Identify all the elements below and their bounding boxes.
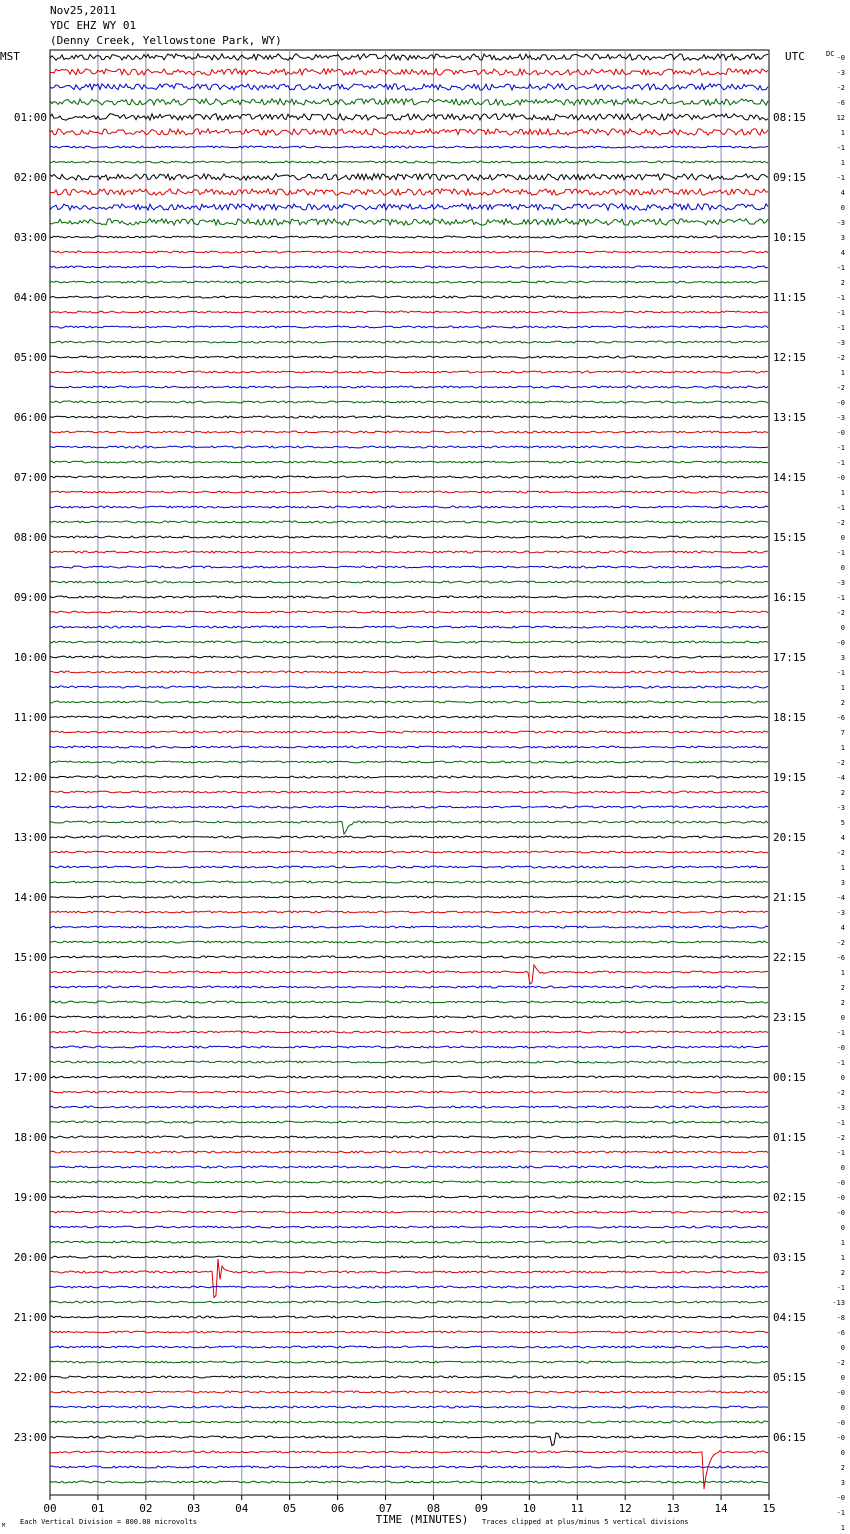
dc-offset-value: -1 <box>836 444 845 452</box>
seismic-trace <box>50 341 768 343</box>
mst-hour-label: 23:00 <box>13 1431 47 1444</box>
dc-offset-value: -6 <box>836 954 845 962</box>
dc-offset-value: 0 <box>840 1164 845 1172</box>
dc-offset-value: -1 <box>836 264 845 272</box>
x-tick-label: 12 <box>618 1502 632 1515</box>
utc-hour-label: 01:15 <box>773 1131 807 1144</box>
vertical-division-note: Each Vertical Division = 800.00 microvolts <box>20 1518 198 1526</box>
utc-hour-label: 08:15 <box>773 111 807 124</box>
seismic-trace <box>50 1181 768 1183</box>
dc-offset-value: -6 <box>836 1329 845 1337</box>
dc-offset-value: 7 <box>840 729 845 737</box>
seismic-trace <box>50 491 768 493</box>
seismic-trace <box>50 746 768 748</box>
seismic-trace <box>50 566 768 568</box>
x-tick-label: 07 <box>378 1502 393 1515</box>
dc-offset-value: -1 <box>836 1029 845 1037</box>
x-tick-label: 02 <box>139 1502 153 1515</box>
utc-hour-label: 14:15 <box>773 471 807 484</box>
seismic-trace <box>50 114 768 120</box>
chart-date: Nov25,2011 <box>50 4 117 17</box>
dc-offset-value: 1 <box>840 489 845 497</box>
dc-offset-value: -2 <box>836 1134 845 1142</box>
right-timezone-label: UTC <box>785 50 805 63</box>
seismic-trace <box>50 1316 768 1318</box>
corner-mark: M <box>2 1523 6 1529</box>
mst-hour-label: 11:00 <box>13 711 47 724</box>
seismic-trace <box>50 866 768 868</box>
dc-offset-value: 4 <box>840 249 845 257</box>
utc-hour-label: 04:15 <box>773 1311 807 1324</box>
seismic-trace <box>50 701 768 703</box>
mst-hour-label: 19:00 <box>13 1191 47 1204</box>
seismic-trace <box>50 1226 768 1228</box>
dc-offset-value: 0 <box>840 624 845 632</box>
seismic-trace <box>50 1331 768 1333</box>
dc-offset-value: 3 <box>840 879 845 887</box>
utc-hour-label: 18:15 <box>773 711 807 724</box>
seismic-trace <box>50 266 768 268</box>
utc-hour-label: 00:15 <box>773 1071 807 1084</box>
x-tick-label: 13 <box>666 1502 680 1515</box>
dc-offset-value: -0 <box>836 429 845 437</box>
utc-hour-label: 02:15 <box>773 1191 807 1204</box>
dc-offset-value: 1 <box>840 1239 845 1247</box>
seismic-trace <box>50 311 768 313</box>
seismic-trace <box>50 965 768 984</box>
utc-hour-label: 21:15 <box>773 891 807 904</box>
seismic-trace <box>50 716 768 718</box>
mst-hour-label: 14:00 <box>13 891 47 904</box>
utc-hour-label: 17:15 <box>773 651 807 664</box>
mst-hour-label: 13:00 <box>13 831 47 844</box>
seismic-trace <box>50 146 768 148</box>
seismic-trace <box>50 446 768 448</box>
dc-offset-value: -2 <box>836 939 845 947</box>
dc-offset-value: -4 <box>836 894 845 902</box>
mst-hour-label: 12:00 <box>13 771 47 784</box>
seismic-trace <box>50 521 768 523</box>
dc-offset-value: -2 <box>836 609 845 617</box>
seismic-trace <box>50 99 768 105</box>
seismic-trace <box>50 219 768 225</box>
dc-offset-value: -4 <box>836 774 845 782</box>
seismic-trace <box>50 69 768 75</box>
dc-offset-value: -1 <box>836 1119 845 1127</box>
mst-hour-label: 09:00 <box>13 591 47 604</box>
seismic-trace <box>50 1106 768 1108</box>
seismic-trace <box>50 1001 768 1003</box>
dc-offset-value: -0 <box>836 639 845 647</box>
seismic-trace <box>50 1241 768 1243</box>
seismic-trace <box>50 1286 768 1288</box>
dc-offset-value: 0 <box>840 1224 845 1232</box>
utc-hour-label: 12:15 <box>773 351 807 364</box>
dc-offset-value: 2 <box>840 699 845 707</box>
dc-offset-value: 0 <box>840 1074 845 1082</box>
utc-hour-label: 22:15 <box>773 951 807 964</box>
x-tick-label: 08 <box>426 1502 441 1515</box>
mst-hour-label: 16:00 <box>13 1011 47 1024</box>
seismic-trace <box>50 641 768 643</box>
seismic-trace <box>50 1361 768 1363</box>
dc-offset-value: 1 <box>840 864 845 872</box>
dc-offset-value: 0 <box>840 1449 845 1457</box>
utc-hour-label: 20:15 <box>773 831 807 844</box>
dc-offset-value: 2 <box>840 999 845 1007</box>
dc-offset-value: -1 <box>836 504 845 512</box>
dc-offset-value: -3 <box>836 414 845 422</box>
left-timezone-label: MST <box>0 50 20 63</box>
dc-offset-value: -2 <box>836 519 845 527</box>
dc-offset-value: -0 <box>836 1179 845 1187</box>
dc-offset-value: -6 <box>836 99 845 107</box>
mst-hour-label: 04:00 <box>13 291 47 304</box>
mst-hour-label: 22:00 <box>13 1371 47 1384</box>
x-tick-label: 10 <box>522 1502 536 1515</box>
utc-hour-label: 19:15 <box>773 771 807 784</box>
dc-offset-value: 1 <box>840 684 845 692</box>
dc-offset-value: 1 <box>840 1524 845 1532</box>
seismic-trace <box>50 1016 768 1018</box>
seismic-trace <box>50 476 768 478</box>
dc-offset-value: -2 <box>836 384 845 392</box>
mst-hour-label: 07:00 <box>13 471 47 484</box>
seismic-trace <box>50 1376 768 1378</box>
seismic-trace <box>50 686 768 688</box>
dc-offset-value: -2 <box>836 84 845 92</box>
utc-hour-label: 15:15 <box>773 531 807 544</box>
mst-hour-label: 15:00 <box>13 951 47 964</box>
dc-offset-value: 3 <box>840 1479 845 1487</box>
dc-offset-value: -1 <box>836 459 845 467</box>
seismic-trace <box>50 1433 768 1446</box>
mst-hour-label: 08:00 <box>13 531 47 544</box>
seismic-trace <box>50 1466 768 1468</box>
dc-offset-value: 4 <box>840 924 845 932</box>
seismic-trace <box>50 791 768 793</box>
dc-offset-value: -2 <box>836 1089 845 1097</box>
seismic-trace <box>50 251 768 253</box>
dc-offset-value: -2 <box>836 849 845 857</box>
mst-hour-label: 18:00 <box>13 1131 47 1144</box>
dc-offset-value: 0 <box>840 1344 845 1352</box>
station-code: YDC EHZ WY 01 <box>50 19 137 32</box>
dc-offset-value: -1 <box>836 1149 845 1157</box>
seismic-trace <box>50 1166 768 1168</box>
x-tick-label: 14 <box>714 1502 728 1515</box>
seismic-trace <box>50 911 768 913</box>
dc-offset-value: 2 <box>840 789 845 797</box>
dc-offset-value: -1 <box>836 309 845 317</box>
utc-hour-label: 05:15 <box>773 1371 807 1384</box>
seismic-trace <box>50 581 768 583</box>
seismic-trace <box>50 1196 768 1198</box>
mst-hour-label: 05:00 <box>13 351 47 364</box>
dc-offset-value: 1 <box>840 1254 845 1262</box>
dc-offset-value: -1 <box>836 549 845 557</box>
dc-offset-value: -3 <box>836 579 845 587</box>
seismic-trace <box>50 129 768 135</box>
seismic-trace <box>50 401 768 403</box>
seismic-trace <box>50 296 768 298</box>
dc-offset-value: -8 <box>836 1314 845 1322</box>
dc-offset-value: 12 <box>836 114 845 122</box>
dc-offset-value: 0 <box>840 1014 845 1022</box>
seismic-trace <box>50 881 768 883</box>
utc-hour-label: 11:15 <box>773 291 807 304</box>
dc-offset-value: -2 <box>836 354 845 362</box>
seismic-trace <box>50 821 768 834</box>
dc-offset-value: 4 <box>840 189 845 197</box>
seismic-trace <box>50 161 768 163</box>
dc-offset-value: 0 <box>840 204 845 212</box>
x-tick-label: 09 <box>474 1502 489 1515</box>
seismic-trace <box>50 1451 768 1489</box>
dc-offset-value: -2 <box>836 1359 845 1367</box>
seismic-trace <box>50 84 768 90</box>
seismic-trace <box>50 1481 768 1483</box>
dc-offset-header: DC <box>826 50 835 58</box>
dc-offset-value: -0 <box>836 1044 845 1052</box>
utc-hour-label: 06:15 <box>773 1431 807 1444</box>
seismic-trace <box>50 536 768 538</box>
dc-offset-value: -0 <box>836 474 845 482</box>
seismic-trace <box>50 731 768 733</box>
seismic-trace <box>50 54 768 60</box>
seismic-trace <box>50 1121 768 1123</box>
seismic-trace <box>50 596 768 598</box>
seismic-trace <box>50 1391 768 1393</box>
dc-offset-value: -0 <box>836 1494 845 1502</box>
mst-hour-label: 21:00 <box>13 1311 47 1324</box>
x-tick-label: 03 <box>187 1502 201 1515</box>
seismic-trace <box>50 461 768 463</box>
seismic-trace <box>50 1346 768 1348</box>
utc-hour-label: 16:15 <box>773 591 807 604</box>
station-location: (Denny Creek, Yellowstone Park, WY) <box>50 34 282 47</box>
dc-offset-value: -1 <box>836 1509 845 1517</box>
dc-offset-value: -1 <box>836 144 845 152</box>
dc-offset-value: -1 <box>836 669 845 677</box>
x-tick-label: 05 <box>283 1502 297 1515</box>
dc-offset-value: -0 <box>836 1209 845 1217</box>
seismic-trace <box>50 1076 768 1078</box>
seismic-trace <box>50 386 768 388</box>
dc-offset-value: 1 <box>840 969 845 977</box>
seismic-trace <box>50 806 768 808</box>
seismic-trace <box>50 941 768 943</box>
x-tick-label: 06 <box>330 1502 345 1515</box>
seismic-trace <box>50 1406 768 1408</box>
x-tick-label: 11 <box>570 1502 584 1515</box>
dc-offset-value: -1 <box>836 1059 845 1067</box>
mst-hour-label: 06:00 <box>13 411 47 424</box>
seismic-trace <box>50 1256 768 1258</box>
mst-hour-label: 10:00 <box>13 651 47 664</box>
dc-offset-value: 0 <box>840 1374 845 1382</box>
utc-hour-label: 09:15 <box>773 171 807 184</box>
dc-offset-value: -3 <box>836 339 845 347</box>
dc-offset-value: 2 <box>840 1269 845 1277</box>
seismic-trace <box>50 776 768 778</box>
dc-offset-value: -6 <box>836 714 845 722</box>
seismic-trace <box>50 1061 768 1063</box>
dc-offset-value: 2 <box>840 984 845 992</box>
seismic-trace <box>50 371 768 373</box>
seismic-trace <box>50 1046 768 1048</box>
seismic-trace <box>50 1136 768 1138</box>
mst-hour-label: 17:00 <box>13 1071 47 1084</box>
seismic-trace <box>50 506 768 508</box>
seismic-trace <box>50 851 768 853</box>
dc-offset-value: -0 <box>836 1194 845 1202</box>
clip-note: Traces clipped at plus/minus 5 vertical divisions <box>482 1518 689 1526</box>
seismic-trace <box>50 1151 768 1153</box>
dc-offset-value: 1 <box>840 159 845 167</box>
x-tick-label: 04 <box>235 1502 249 1515</box>
dc-offset-value: -0 <box>836 1419 845 1427</box>
seismic-trace <box>50 204 768 210</box>
mst-hour-label: 01:00 <box>13 111 47 124</box>
dc-offset-value: 1 <box>840 744 845 752</box>
seismic-trace <box>50 326 768 328</box>
mst-hour-label: 03:00 <box>13 231 47 244</box>
seismic-trace <box>50 986 768 988</box>
dc-offset-value: -3 <box>836 219 845 227</box>
x-tick-label: 01 <box>91 1502 105 1515</box>
dc-offset-value: 3 <box>840 654 845 662</box>
seismic-trace <box>50 836 768 838</box>
dc-offset-value: 0 <box>840 1404 845 1412</box>
dc-offset-value: -2 <box>836 759 845 767</box>
x-tick-label: 15 <box>762 1502 776 1515</box>
seismic-trace <box>50 174 768 180</box>
seismic-trace <box>50 626 768 628</box>
dc-offset-value: -3 <box>836 69 845 77</box>
dc-offset-value: 1 <box>840 369 845 377</box>
x-tick-label: 00 <box>43 1502 57 1515</box>
dc-offset-value: -0 <box>836 1389 845 1397</box>
seismic-trace <box>50 611 768 613</box>
seismic-trace <box>50 926 768 928</box>
seismic-trace <box>50 1091 768 1093</box>
mst-hour-label: 20:00 <box>13 1251 47 1264</box>
utc-hour-label: 03:15 <box>773 1251 807 1264</box>
utc-hour-label: 23:15 <box>773 1011 807 1024</box>
seismic-trace <box>50 1301 768 1303</box>
dc-offset-value: -0 <box>836 1434 845 1442</box>
dc-offset-value: -1 <box>836 1284 845 1292</box>
seismic-trace <box>50 189 768 195</box>
dc-offset-value: -1 <box>836 294 845 302</box>
x-axis-title: TIME (MINUTES) <box>375 1513 469 1526</box>
dc-offset-value: 2 <box>840 1464 845 1472</box>
dc-offset-value: 1 <box>840 129 845 137</box>
seismic-trace <box>50 1421 768 1423</box>
seismic-trace <box>50 1211 768 1213</box>
dc-offset-value: -1 <box>836 324 845 332</box>
seismic-trace <box>50 1259 768 1298</box>
seismic-trace <box>50 1031 768 1033</box>
seismic-trace <box>50 551 768 553</box>
seismic-trace <box>50 671 768 673</box>
seismic-trace <box>50 416 768 418</box>
dc-offset-value: 5 <box>840 819 845 827</box>
dc-offset-value: 3 <box>840 234 845 242</box>
dc-offset-value: -1 <box>836 174 845 182</box>
seismic-trace <box>50 956 768 958</box>
mst-hour-label: 02:00 <box>13 171 47 184</box>
dc-offset-value: 0 <box>840 564 845 572</box>
seismic-trace <box>50 281 768 283</box>
dc-offset-value: 4 <box>840 834 845 842</box>
utc-hour-label: 10:15 <box>773 231 807 244</box>
seismic-trace <box>50 236 768 238</box>
seismic-trace <box>50 896 768 898</box>
seismic-trace <box>50 356 768 358</box>
dc-offset-value: -0 <box>836 399 845 407</box>
seismic-trace <box>50 761 768 763</box>
dc-offset-value: -3 <box>836 1104 845 1112</box>
utc-hour-label: 13:15 <box>773 411 807 424</box>
dc-offset-value: -3 <box>836 804 845 812</box>
dc-offset-value: 0 <box>840 534 845 542</box>
dc-offset-value: -1 <box>836 594 845 602</box>
dc-offset-value: -0 <box>836 54 845 62</box>
seismic-trace <box>50 431 768 433</box>
seismic-trace <box>50 656 768 658</box>
dc-offset-value: 2 <box>840 279 845 287</box>
dc-offset-value: -13 <box>832 1299 845 1307</box>
dc-offset-value: -3 <box>836 909 845 917</box>
